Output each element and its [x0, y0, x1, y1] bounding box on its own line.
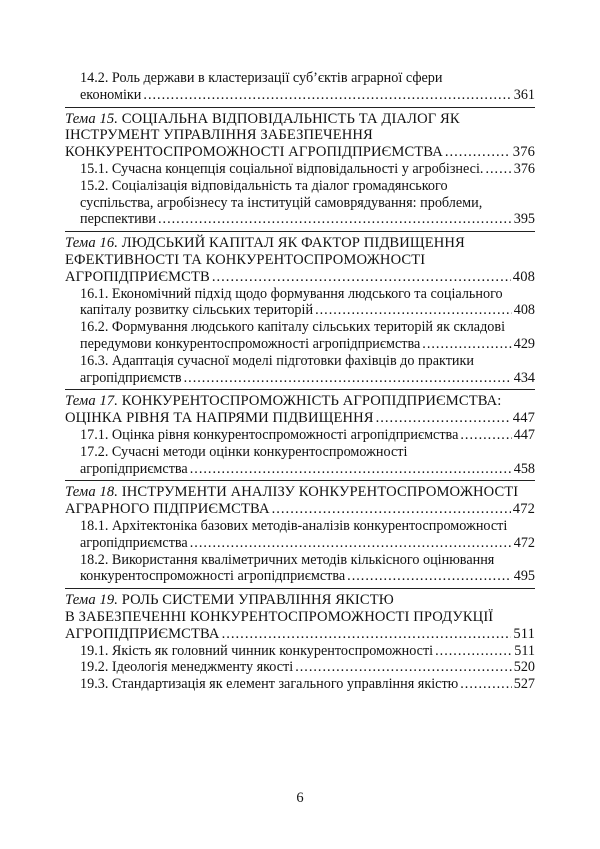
theme-title-text: КОНКУРЕНТОСПРОМОЖНІСТЬ АГРОПІДПРИЄМСТВА:	[118, 393, 502, 410]
theme-page-number: 447	[512, 410, 535, 427]
dot-leader	[315, 302, 512, 319]
dot-leader	[184, 370, 512, 387]
subsection-title-text: 17.1. Оцінка рівня конкурентоспроможності агропідприємства	[80, 426, 459, 443]
theme-page-number: 408	[512, 268, 535, 285]
toc-section	[65, 393, 535, 477]
theme-title-text: РОЛЬ СИСТЕМИ УПРАВЛІННЯ ЯКІСТЮ	[118, 592, 394, 609]
subsection-title-line	[80, 568, 535, 585]
theme-title-line	[65, 144, 535, 161]
theme-title-text: ЕФЕКТИВНОСТІ ТА КОНКУРЕНТОСПРОМОЖНОСТІ	[65, 251, 426, 268]
section-separator	[65, 231, 535, 232]
subsection-title-line: 17.2. Сучасні методи оцінки конкурентоспроможності	[80, 443, 408, 460]
theme-title-text: ІНСТРУМЕНТИ АНАЛІЗУ КОНКУРЕНТОСПРОМОЖНОСТІ	[118, 484, 519, 501]
subsection-title-text: передумови конкурентоспроможності агропідприємства	[80, 335, 421, 352]
theme-label: Тема 17.	[65, 393, 119, 410]
theme-entry	[65, 484, 535, 518]
subsection-title-line	[80, 535, 535, 552]
table-of-contents	[65, 70, 535, 693]
subsection-entry	[65, 178, 535, 228]
dot-leader	[376, 410, 511, 427]
subsection-title-text: конкурентоспроможності агропідприємства	[80, 568, 346, 585]
theme-entry	[65, 393, 535, 427]
toc-section	[65, 70, 535, 104]
subsection-title-text: 15.1. Сучасна концепція соціальної відповідальності у агробізнесі.	[80, 160, 484, 177]
theme-title-line	[65, 235, 535, 252]
subsection-title-line	[80, 676, 535, 693]
theme-entry	[65, 111, 535, 161]
theme-page-number: 511	[513, 625, 535, 642]
subsection-title-line	[80, 427, 535, 444]
subsection-title-line	[80, 461, 535, 478]
section-separator	[65, 107, 535, 108]
theme-label: Тема 18.	[65, 484, 119, 501]
subsection-entry	[65, 659, 535, 676]
subsection-title-text: перспективи	[80, 211, 156, 228]
subsection-title-text: економіки	[80, 86, 142, 103]
theme-entry	[65, 592, 535, 642]
subsection-entry	[65, 643, 535, 660]
subsection-page-number: 447	[513, 426, 535, 443]
dot-leader	[143, 87, 511, 104]
theme-title-line	[65, 111, 535, 128]
theme-title-text: АГРОПІДПРИЄМСТВ	[65, 268, 210, 285]
toc-section	[65, 235, 535, 386]
subsection-entry	[65, 427, 535, 444]
subsection-page-number: 395	[513, 211, 535, 228]
subsection-entry	[65, 518, 535, 552]
theme-title-line	[65, 626, 535, 643]
dot-leader	[272, 501, 511, 518]
subsection-page-number: 458	[513, 460, 535, 477]
theme-title-text: В ЗАБЕЗПЕЧЕННІ КОНКУРЕНТОСПРОМОЖНОСТІ ПРОДУКЦІЇ	[65, 608, 494, 625]
theme-title-line	[65, 484, 535, 501]
dot-leader	[190, 535, 512, 552]
subsection-page-number: 472	[513, 534, 535, 551]
theme-label: Тема 15.	[65, 110, 119, 127]
subsection-entry	[65, 676, 535, 693]
subsection-title-line: 18.1. Архітектоніка базових методів-аналізів конкурентоспроможності	[80, 517, 508, 534]
theme-title-text: КОНКУРЕНТОСПРОМОЖНОСТІ АГРОПІДПРИЄМСТВА	[65, 144, 443, 161]
subsection-title-text: 19.1. Якість як головний чинник конкурентоспроможності	[80, 642, 434, 659]
dot-leader	[212, 269, 511, 286]
subsection-title-line	[80, 161, 535, 178]
dot-leader	[445, 144, 511, 161]
subsection-title-line: 18.2. Використання кваліметричних методів кількісного оцінювання	[80, 551, 495, 568]
subsection-page-number: 527	[513, 676, 535, 693]
subsection-entry	[65, 286, 535, 320]
subsection-page-number: 511	[514, 642, 535, 659]
theme-title-line	[65, 127, 535, 144]
dot-leader	[347, 568, 512, 585]
theme-title-text: ЛЮДСЬКИЙ КАПІТАЛ ЯК ФАКТОР ПІДВИЩЕННЯ	[118, 235, 465, 252]
subsection-page-number: 408	[513, 302, 535, 319]
dot-leader	[485, 161, 511, 178]
theme-entry	[65, 235, 535, 285]
subsection-title-line: 14.2. Роль держави в кластеризації суб’єктів аграрної сфери	[80, 70, 443, 86]
theme-title-line	[65, 609, 535, 626]
subsection-entry	[65, 319, 535, 353]
subsection-title-text: агропідприємства	[80, 534, 188, 551]
dot-leader	[190, 461, 512, 478]
theme-title-text: ІНСТРУМЕНТ УПРАВЛІННЯ ЗАБЕЗПЕЧЕННЯ	[65, 127, 373, 144]
subsection-page-number: 520	[513, 659, 535, 676]
subsection-entry	[65, 353, 535, 387]
theme-title-text: СОЦІАЛЬНА ВІДПОВІДАЛЬНІСТЬ ТА ДІАЛОГ ЯК	[118, 110, 460, 127]
section-separator	[65, 389, 535, 390]
subsection-title-line	[80, 370, 535, 387]
subsection-title-line: 16.2. Формування людського капіталу сільських територій як складові	[80, 319, 506, 336]
subsection-entry	[65, 552, 535, 586]
subsection-title-line	[80, 211, 535, 228]
toc-section	[65, 111, 535, 229]
theme-title-line	[65, 252, 535, 269]
subsection-entry	[65, 70, 535, 104]
subsection-page-number: 429	[513, 335, 535, 352]
theme-title-line	[65, 410, 535, 427]
subsection-title-line: суспільства, агробізнесу та інституцій самоврядування: проблеми,	[80, 194, 483, 211]
dot-leader	[222, 626, 512, 643]
subsection-title-text: 19.2. Ідеологія менеджменту якості	[80, 659, 294, 676]
subsection-title-text: капіталу розвитку сільських територій	[80, 302, 314, 319]
subsection-page-number: 361	[513, 86, 535, 103]
theme-title-line	[65, 393, 535, 410]
subsection-title-line	[80, 659, 535, 676]
section-separator	[65, 480, 535, 481]
theme-label: Тема 16.	[65, 235, 119, 252]
subsection-entry	[65, 444, 535, 478]
subsection-title-line: 16.3. Адаптація сучасної моделі підготовки фахівців до практики	[80, 352, 475, 369]
subsection-title-line	[80, 336, 535, 353]
subsection-page-number: 434	[513, 369, 535, 386]
subsection-title-line: 15.2. Соціалізація відповідальність та діалог громадянського	[80, 177, 448, 194]
theme-title-text: АГРАРНОГО ПІДПРИЄМСТВА	[65, 501, 270, 518]
theme-title-line	[65, 501, 535, 518]
theme-title-line	[65, 269, 535, 286]
toc-section	[65, 592, 535, 693]
page-number: 6	[296, 790, 304, 806]
dot-leader	[295, 659, 512, 676]
theme-page-number: 376	[512, 144, 535, 161]
subsection-title-line	[80, 87, 535, 104]
subsection-title-text: агропідприємств	[80, 369, 182, 386]
subsection-title-text: агропідприємства	[80, 460, 188, 477]
dot-leader	[158, 211, 512, 228]
theme-page-number: 472	[512, 501, 535, 518]
theme-title-text: АГРОПІДПРИЄМСТВА	[65, 625, 220, 642]
toc-section	[65, 484, 535, 585]
dot-leader	[460, 427, 511, 444]
section-separator	[65, 588, 535, 589]
subsection-title-line	[80, 643, 535, 660]
subsection-title-line	[80, 302, 535, 319]
dot-leader	[422, 336, 511, 353]
subsection-title-text: 19.3. Стандартизація як елемент загального управління якістю	[80, 676, 459, 693]
dot-leader	[460, 676, 511, 693]
subsection-entry	[65, 161, 535, 178]
theme-title-text: ОЦІНКА РІВНЯ ТА НАПРЯМИ ПІДВИЩЕННЯ	[65, 410, 374, 427]
subsection-title-line: 16.1. Економічний підхід щодо формування людського та соціального	[80, 285, 503, 302]
subsection-page-number: 495	[513, 568, 535, 585]
subsection-page-number: 376	[513, 160, 535, 177]
dot-leader	[435, 643, 512, 660]
theme-title-line	[65, 592, 535, 609]
theme-label: Тема 19.	[65, 592, 119, 609]
